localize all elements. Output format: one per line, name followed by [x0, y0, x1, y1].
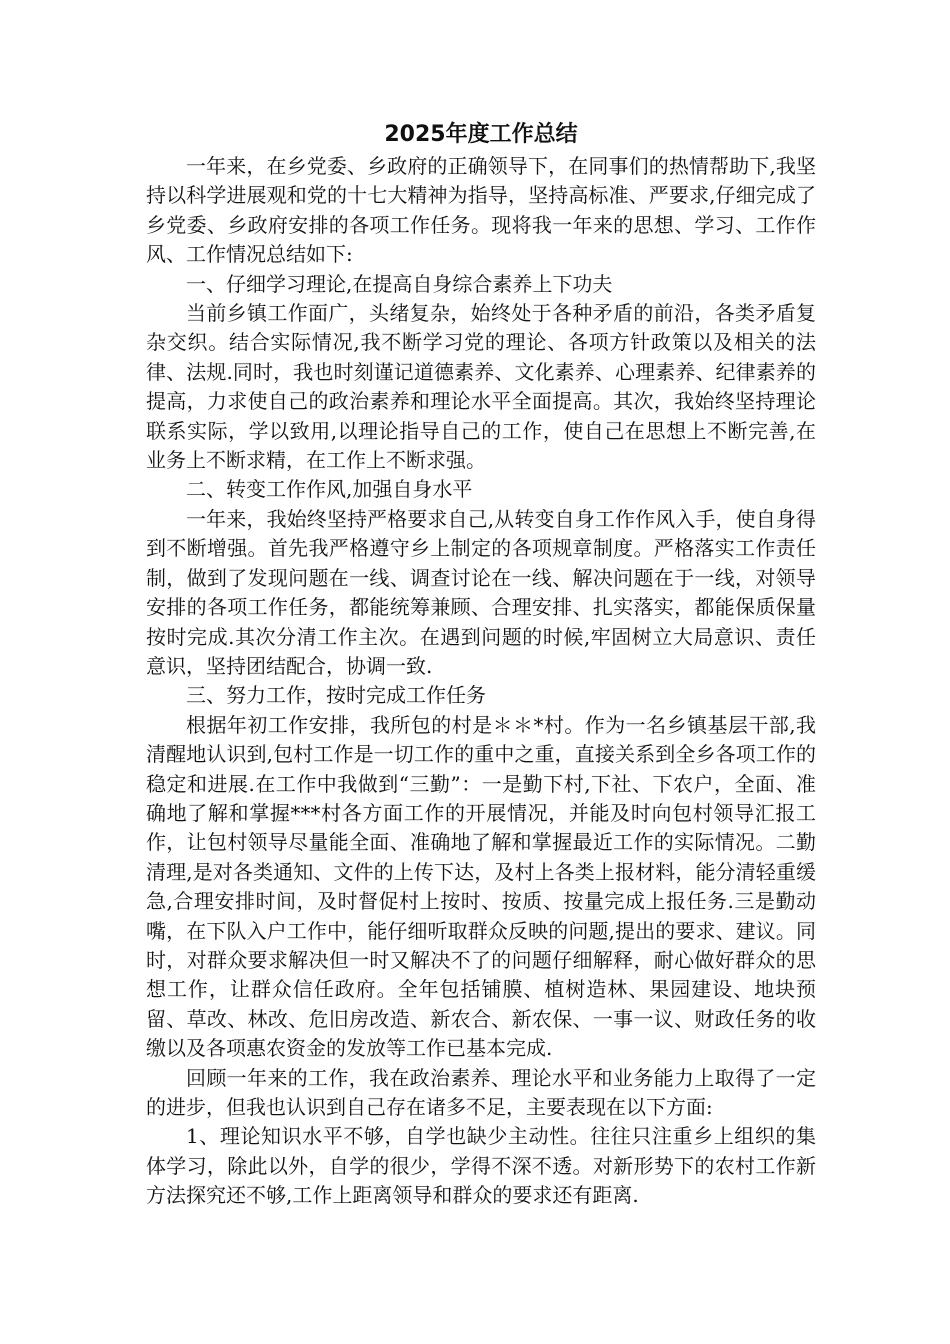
section-heading-1: 一、仔细学习理论,在提高自身综合素养上下功夫 [186, 271, 613, 296]
section-heading-3: 三、努力工作，按时完成工作任务 [186, 683, 486, 708]
document-title: 2025年度工作总结 [384, 122, 578, 147]
document-page [146, 120, 816, 1211]
review-paragraph: 回顾一年来的工作，我在政治素养、理论水平和业务能力上取得了一定的进步，但我也认识到自己存在诸多不足，主要表现在以下方面: [146, 1065, 816, 1119]
section-2-paragraph: 一年来，我始终坚持严格要求自己,从转变自身工作作风入手，使自身得到不断增强。首先我严格遵守乡上制定的各项规章制度。严格落实工作责任制，做到了发现问题在一线、调查讨论在一线、解决问题在于一线，对领导安排的各项工作任务，都能统筹兼顾、合理安排、扎实落实，都能保质保量按时完成.其次分清工作主次。在遇到问题的时候,牢固树立大局意识、责任意识，坚持团结配合，协调一致. [146, 506, 816, 678]
section-1-paragraph: 当前乡镇工作面广，头绪复杂，始终处于各种矛盾的前沿，各类矛盾复杂交织。结合实际情况,我不断学习党的理论、各项方针政策以及相关的法律、法规.同时，我也时刻谨记道德素养、文化素养、心理素养、纪律素养的提高，力求使自己的政治素养和理论水平全面提高。其次，我始终坚持理论联系实际，学以致用,以理论指导自己的工作，使自己在思想上不断完善,在业务上不断求精，在工作上不断求强。 [146, 301, 816, 473]
shortcoming-1-paragraph: 1、理论知识水平不够，自学也缺少主动性。往往只注重乡上组织的集体学习，除此以外，自学的很少，学得不深不透。对新形势下的农村工作新方法探究还不够,工作上距离领导和群众的要求还有距离. [146, 1124, 816, 1208]
section-heading-2: 二、转变工作作风,加强自身水平 [186, 477, 473, 502]
section-3-paragraph: 根据年初工作安排，我所包的村是＊＊*村。作为一名乡镇基层干部,我清醒地认识到,包村工作是一切工作的重中之重，直接关系到全乡各项工作的稳定和进展.在工作中我做到“三勤”：一是勤下村,下社、下农户，全面、准确地了解和掌握***村各方面工作的开展情况，并能及时向包村领导汇报工作，让包村领导尽量能全面、准确地了解和掌握最近工作的实际情况。二勤清理,是对各类通知、文件的上传下达，及村上各类上报材料，能分清轻重缓急,合理安排时间，及时督促村上按时、按质、按量完成上报任务.三是勤动嘴，在下队入户工作中，能仔细听取群众反映的问题,提出的要求、建议。同时，对群众要求解决但一时又解决不了的问题仔细解释，耐心做好群众的思想工作，让群众信任政府。全年包括铺膜、植树造林、果园建设、地块预留、草改、林改、危旧房改造、新农合、新农保、一事一议、财政任务的收缴以及各项惠农资金的发放等工作已基本完成. [146, 712, 816, 1061]
intro-paragraph: 一年来，在乡党委、乡政府的正确领导下，在同事们的热情帮助下,我坚持以科学进展观和党的十七大精神为指导，坚持高标准、严要求,仔细完成了乡党委、乡政府安排的各项工作任务。现将我一年来的思想、学习、工作作风、工作情况总结如下: [146, 154, 816, 267]
